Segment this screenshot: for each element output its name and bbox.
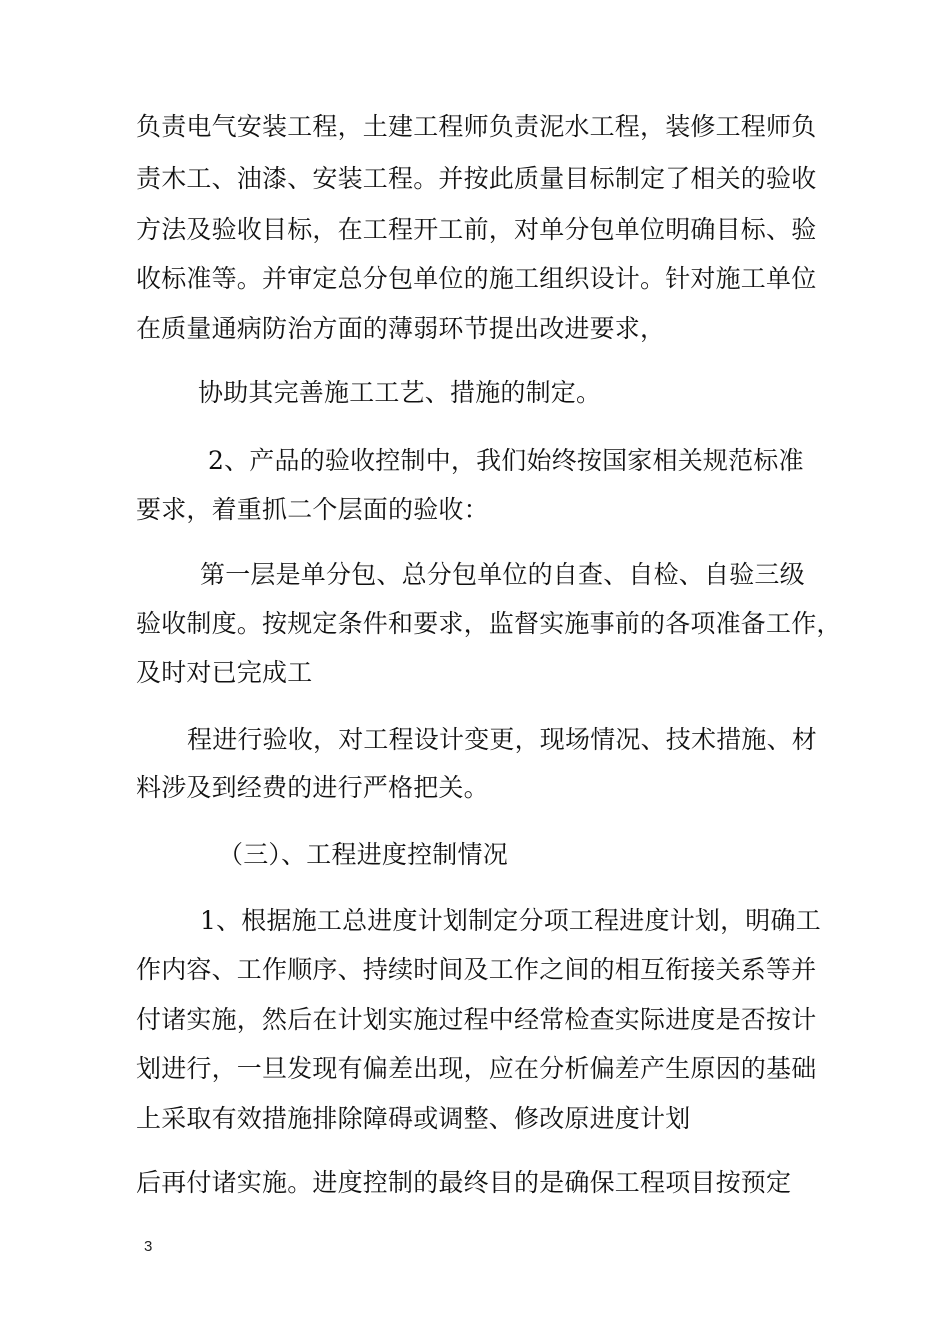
text-line: 作内容、工作顺序、持续时间及工作之间的相互衔接关系等并 bbox=[136, 955, 817, 984]
text-line: 2、产品的验收控制中，我们始终按国家相关规范标准 bbox=[208, 446, 804, 475]
text-line: 方法及验收目标，在工程开工前，对单分包单位明确目标、验 bbox=[136, 215, 817, 244]
text-line: 要求，着重抓二个层面的验收： bbox=[136, 495, 489, 524]
text-line: 程进行验收，对工程设计变更，现场情况、技术措施、材 bbox=[187, 725, 818, 754]
text-line: 及时对已完成工 bbox=[136, 658, 313, 687]
text-line: 上采取有效措施排除障碍或调整、修改原进度计划 bbox=[136, 1104, 691, 1133]
text-line: 责木工、油漆、安装工程。并按此质量目标制定了相关的验收 bbox=[136, 164, 817, 193]
text-line: 料涉及到经费的进行严格把关。 bbox=[136, 773, 489, 802]
text-line: 协助其完善施工工艺、措施的制定。 bbox=[198, 378, 602, 407]
text-line: 划进行，一旦发现有偏差出现，应在分析偏差产生原因的基础 bbox=[136, 1054, 817, 1083]
text-line: 验收制度。按规定条件和要求，监督实施事前的各项准备工作， bbox=[136, 609, 842, 638]
text-line: 付诸实施，然后在计划实施过程中经常检查实际进度是否按计 bbox=[136, 1005, 817, 1034]
text-line: 后再付诸实施。进度控制的最终目的是确保工程项目按预定 bbox=[136, 1168, 792, 1197]
text-line: 在质量通病防治方面的薄弱环节提出改进要求， bbox=[136, 314, 666, 343]
text-line: 1、根据施工总进度计划制定分项工程进度计划，明确工 bbox=[200, 906, 821, 935]
section-heading: （三）、工程进度控制情况 bbox=[218, 840, 508, 869]
text-line: 第一层是单分包、总分包单位的自查、自检、自验三级 bbox=[200, 560, 805, 589]
page-number: 3 bbox=[144, 1238, 153, 1255]
text-line: 收标准等。并审定总分包单位的施工组织设计。针对施工单位 bbox=[136, 264, 817, 293]
text-line: 负责电气安装工程，土建工程师负责泥水工程，装修工程师负 bbox=[136, 112, 817, 141]
